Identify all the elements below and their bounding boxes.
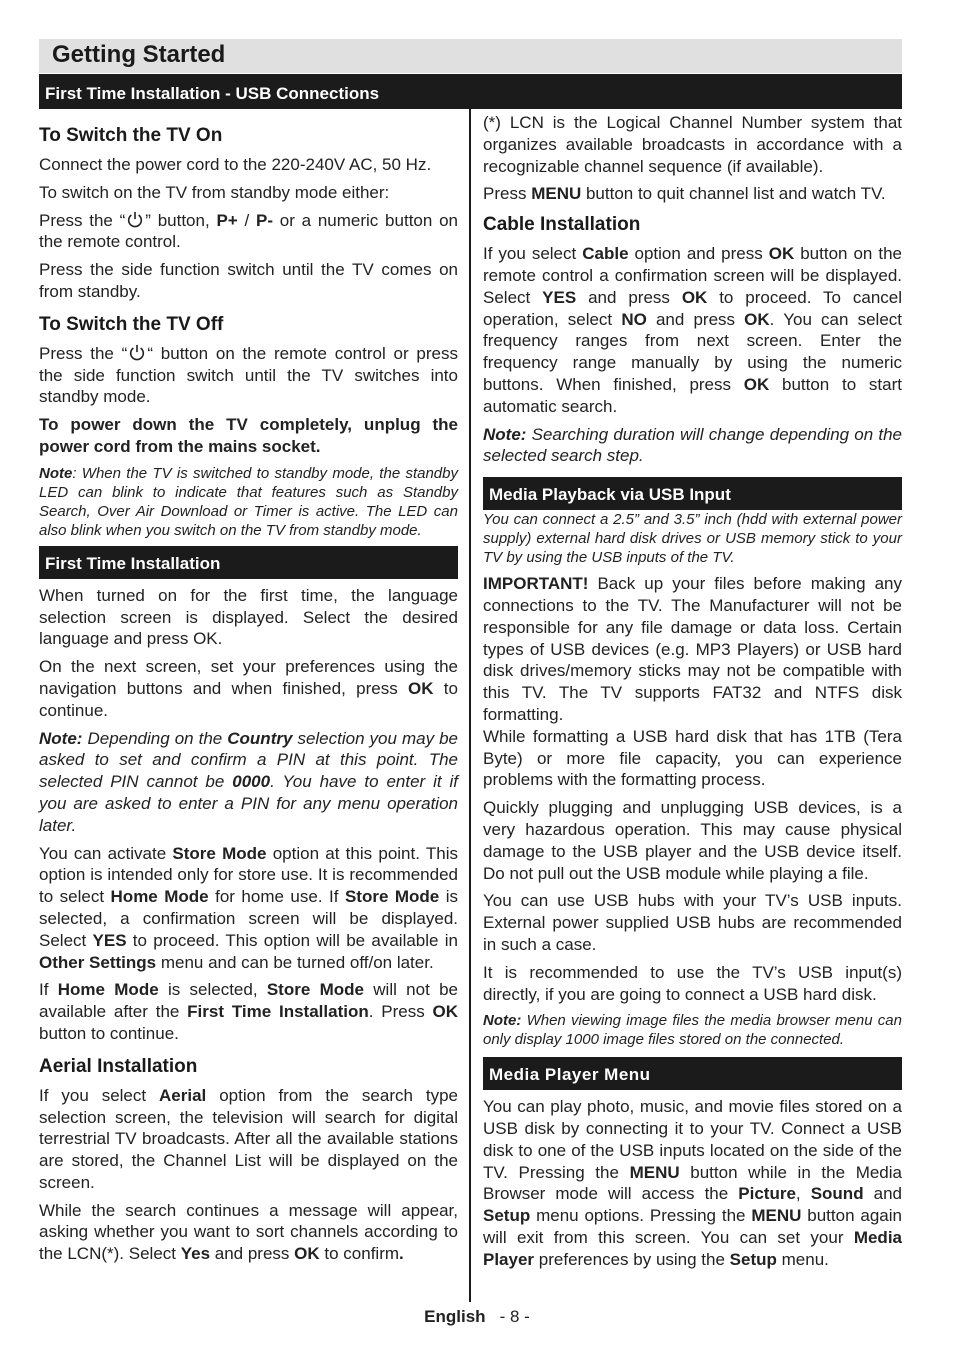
usb-plug-warning: Quickly plugging and unplugging USB devices, is a very hazardous operation. This may cause physical damage to the USB player and the USB device itself. Do not pull out the USB module while playing a file. xyxy=(483,798,902,883)
page-title: Getting Started xyxy=(39,39,902,73)
usb-note: Note: When viewing image files the media browser menu can only display 1000 image files stored on the connected. xyxy=(483,1012,902,1049)
usb-intro: You can connect a 2.5” and 3.5” inch (hdd with external power supply) external hard disk drives or USB memory stick to your TV by using the USB inputs of the TV. xyxy=(483,511,902,567)
section-header-label: First Time Installation - USB Connections xyxy=(45,84,380,103)
media-player-paragraph: You can play photo, music, and movie files stored on a USB disk by connecting it to your TV. Connect a USB disk to one of the USB inputs located on the side of the TV. Pressing the MENU button while in the Media Browser mode will access the Picture, Sound and Setup menu options. Pressing the MENU button again will exit from this screen. You can set your Media Player preferences by using the Setup menu. xyxy=(483,1097,903,1269)
first-time-installation-bar: First Time Installation xyxy=(39,546,458,579)
usb-direct: It is recommended to use the TV’s USB input(s) directly, if you are going to connect a USB hard disk. xyxy=(483,962,902,1004)
page-number: - 8 - xyxy=(499,1307,530,1326)
quit-list-paragraph: Press MENU button to quit channel list and watch TV. xyxy=(483,184,886,204)
switch-on-p2: To switch on the TV from standby mode either: xyxy=(39,182,390,202)
usb-important: IMPORTANT! Back up your files before making any connections to the TV. The Manufacturer will not be responsible for any file damage or data loss. Certain types of USB devices (e.g. MP3 Players) or USB hard disk drives/memory sticks may not be compatible with this TV. The TV supports FAT32 and NTFS disk formatting. xyxy=(483,574,902,724)
first-time-p1: When turned on for the first time, the language selection screen is displayed. Select the desired language and press OK. xyxy=(39,585,458,649)
home-mode-paragraph: If Home Mode is selected, Store Mode will not be available after the First Time Installation. Press OK button to continue. xyxy=(39,980,459,1043)
switch-on-heading: To Switch the TV On xyxy=(39,125,223,146)
usb-hubs: You can use USB hubs with your TV’s USB inputs. External power supplied USB hubs are recommended in such a case. xyxy=(483,891,902,954)
aerial-p1: If you select Aerial option from the search type selection screen, the television will search for digital terrestrial TV broadcasts. After all the available stations are stored, the Channel List will be displayed on the screen. xyxy=(39,1085,458,1192)
page-footer xyxy=(0,1307,954,1327)
pin-note: Note: Depending on the Country selection you may be asked to set and confirm a PIN at this point. The selected PIN cannot be 0000. You have to enter it if you are asked to enter a PIN for any menu operation later. xyxy=(39,728,458,835)
footer-language: English xyxy=(424,1307,486,1326)
cable-heading: Cable Installation xyxy=(483,214,641,236)
cable-paragraph: If you select Cable option and press OK button on the remote control a confirmation screen will be displayed. Select YES and press OK to proceed. To cancel operation, select NO and press OK. You can select frequency ranges from next screen. Enter the frequency range manually by using the numeric buttons. When finished, press OK button to start automatic search. xyxy=(483,244,903,416)
power-icon xyxy=(125,211,145,229)
switch-off-heading: To Switch the TV Off xyxy=(39,313,224,335)
usb-playback-bar: Media Playback via USB Input xyxy=(483,477,902,510)
store-mode-paragraph: You can activate Store Mode option at this point. This option is intended only for store use. It is recommended to select Home Mode for home use. If Store Mode is selected, a confirmation screen will be displayed. Select YES to proceed. This option will be available in Other Settings menu and can be turned off/on later. xyxy=(39,843,458,972)
power-down-warning: To power down the TV completely, unplug the power cord from the mains socket. xyxy=(39,415,458,456)
lcn-paragraph: (*) LCN is the Logical Channel Number system that organizes available broadcasts in accordance with a recognizable channel sequence (if available). xyxy=(483,113,902,176)
standby-note: Note: When the TV is switched to standby mode, the standby LED can blink to indicate that features such as Standby Search, Over Air Download or Timer is active. The LED can also blink when you switch on the TV from standby mode. xyxy=(39,464,458,539)
column-divider xyxy=(469,74,471,1302)
first-time-p2: On the next screen, set your preferences using the navigation buttons and when finished, press OK to continue. xyxy=(39,657,458,720)
switch-off-p1: Press the “ “ button on the remote control or press the side function switch until the TV switches into standby mode. xyxy=(39,343,458,407)
cable-note: Note: Searching duration will change depending on the selected search step. xyxy=(483,424,902,466)
aerial-p2: While the search continues a message will appear, asking whether you want to sort channels according to the LCN(*). Select Yes and press OK to confirm. xyxy=(39,1200,458,1264)
switch-on-p3: Press the “ ” button, P+ / P- or a numeric button on the remote control. xyxy=(39,210,458,252)
switch-on-p4: Press the side function switch until the TV comes on from standby. xyxy=(39,260,458,301)
power-icon xyxy=(127,344,147,362)
right-column xyxy=(483,112,902,1277)
usb-format: While formatting a USB hard disk that has 1TB (Tera Byte) or more file capacity, you can experience problems with the formatting process. xyxy=(483,726,902,790)
aerial-heading: Aerial Installation xyxy=(39,1055,198,1077)
media-player-menu-bar: Media Player Menu xyxy=(483,1057,902,1090)
left-column xyxy=(39,124,458,1271)
switch-on-p1: Connect the power cord to the 220-240V AC, 50 Hz. xyxy=(39,155,432,174)
